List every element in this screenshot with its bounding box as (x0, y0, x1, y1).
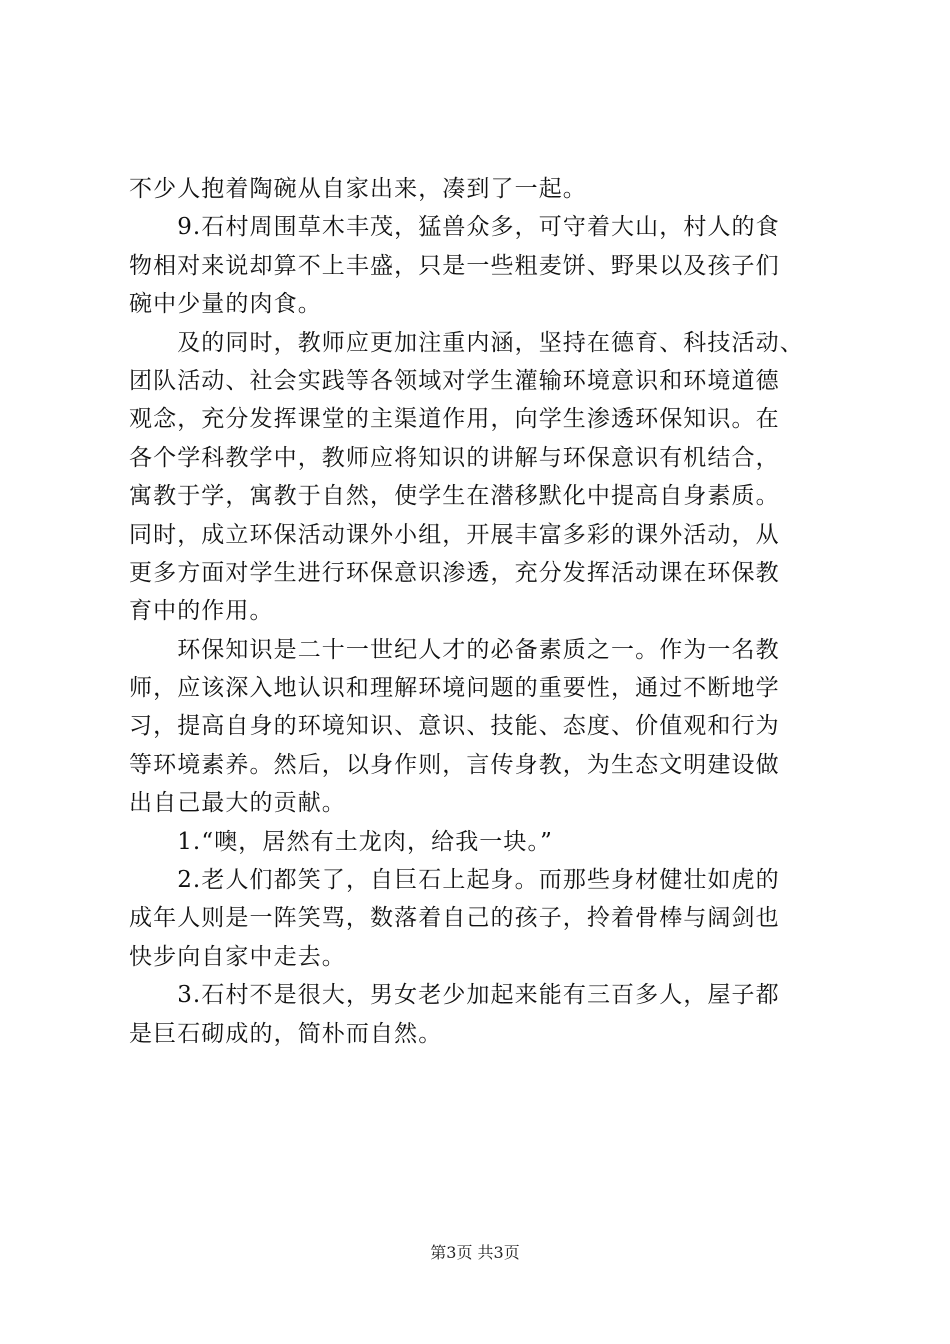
text-line: 出自己最大的贡献。 (129, 790, 346, 817)
text-line: 快步向自家中走去。 (129, 943, 346, 970)
document-body (129, 170, 829, 1053)
text-line: 3.石村不是很大，男女老少加起来能有三百多人，屋子都 (129, 982, 780, 1009)
text-line: 团队活动、社会实践等各领域对学生灌输环境意识和环境道德 (129, 367, 780, 394)
text-line: 更多方面对学生进行环保意识渗透，充分发挥活动课在环保教 (129, 559, 780, 586)
text-line: 习，提高自身的环境知识、意识、技能、态度、价值观和行为 (129, 713, 780, 740)
text-line: 是巨石砌成的，简朴而自然。 (129, 1020, 443, 1047)
text-line: 同时，成立环保活动课外小组，开展丰富多彩的课外活动，从 (129, 521, 780, 548)
text-line: 师，应该深入地认识和理解环境问题的重要性，通过不断地学 (129, 675, 780, 702)
text-line: 环保知识是二十一世纪人才的必备素质之一。作为一名教 (129, 636, 780, 663)
text-line: 各个学科教学中，教师应将知识的讲解与环保意识有机结合， (129, 444, 780, 471)
text-line: 及的同时，教师应更加注重内涵，坚持在德育、科技活动、 (129, 329, 804, 356)
text-line: 不少人抱着陶碗从自家出来，凑到了一起。 (129, 176, 587, 202)
text-line: 观念，充分发挥课堂的主渠道作用，向学生渗透环保知识。在 (129, 406, 780, 433)
text-line: 碗中少量的肉食。 (129, 291, 322, 318)
text-line: 9.石村周围草木丰茂，猛兽众多，可守着大山，村人的食 (129, 214, 780, 241)
text-line: 物相对来说却算不上丰盛，只是一些粗麦饼、野果以及孩子们 (129, 252, 780, 279)
text-line: 育中的作用。 (129, 598, 274, 625)
page-number-footer: 第3页 共3页 (430, 1243, 520, 1262)
text-line: 1.“噢，居然有土龙肉，给我一块。” (129, 828, 553, 855)
text-line: 成年人则是一阵笑骂，数落着自己的孩子，拎着骨棒与阔剑也 (129, 905, 780, 932)
text-line: 寓教于学，寓教于自然，使学生在潜移默化中提高自身素质。 (129, 483, 780, 510)
text-line: 等环境素养。然后，以身作则，言传身教，为生态文明建设做 (129, 751, 780, 778)
text-line: 2.老人们都笑了，自巨石上起身。而那些身材健壮如虎的 (129, 867, 780, 894)
